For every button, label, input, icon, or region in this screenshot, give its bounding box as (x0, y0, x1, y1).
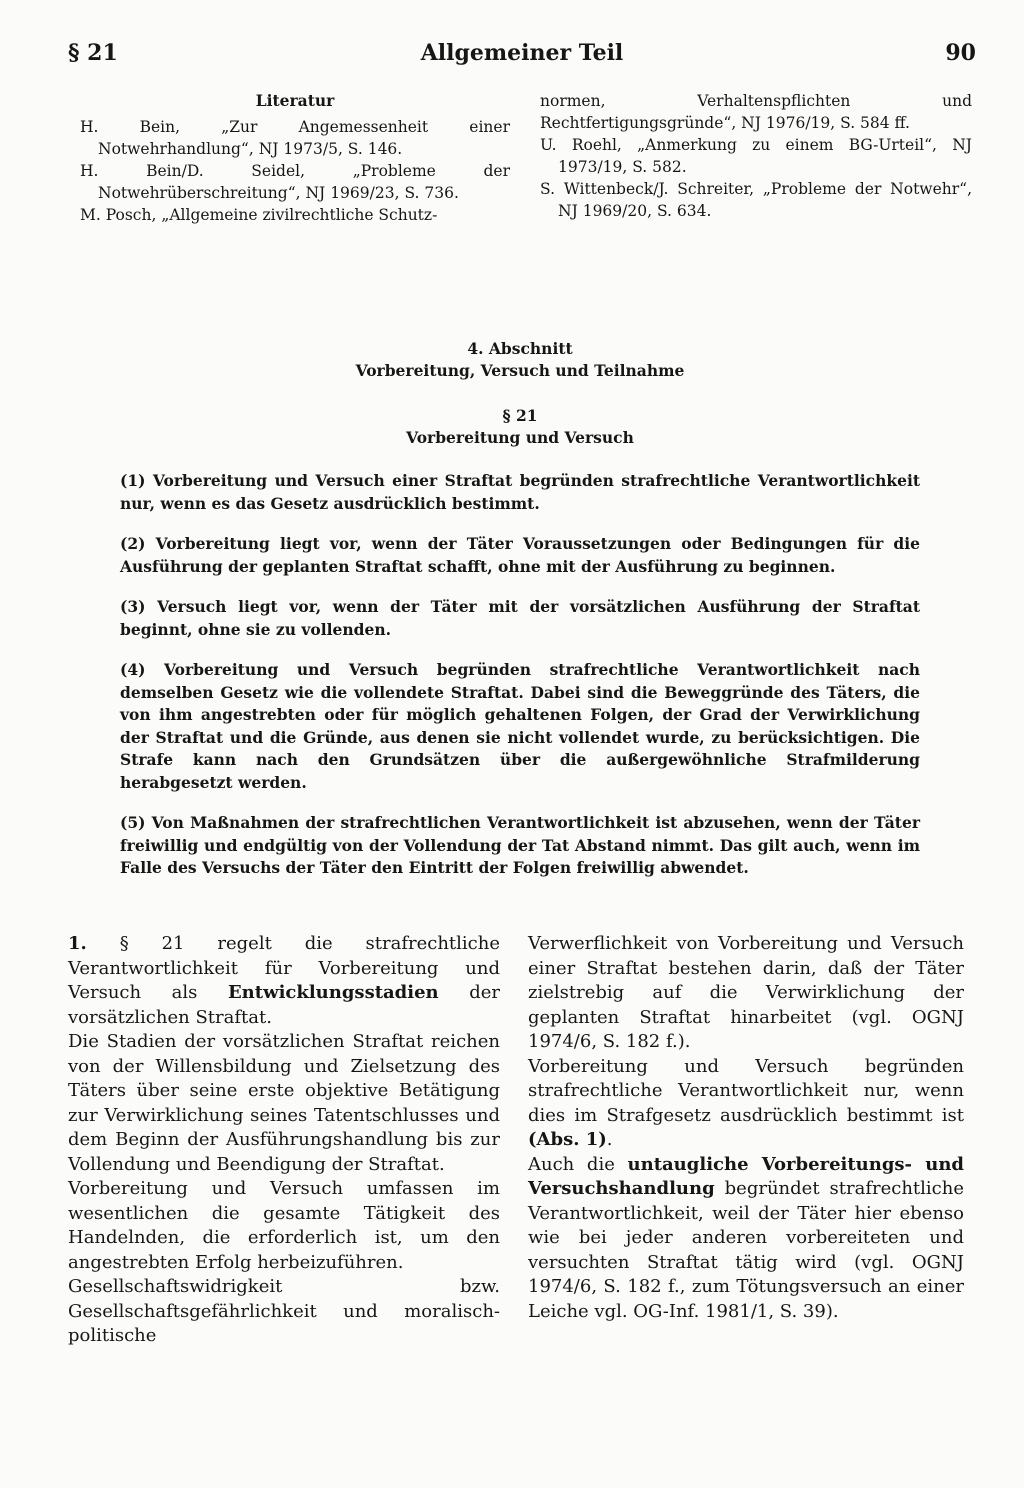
header-section: § 21 (68, 40, 118, 66)
commentary-paragraph: Vorbereitung und Versuch umfassen im wesentlichen die gesamte Tätigkeit des Handelnden, die erforderlich ist, um den angestrebten Erfolg herbeizuführen. (68, 1178, 500, 1273)
literature-entry-continuation: normen, Verhaltenspflichten und Rechtfertigungsgründe“, NJ 1976/19, S. 584 ff. (540, 92, 972, 132)
section-heading (120, 338, 920, 382)
literature-left-column (80, 90, 510, 226)
commentary-paragraph: Die Stadien der vorsätzlichen Straftat reichen von der Willensbildung und Zielsetzung des Täters über seine erste objektive Betätigung zur Verwirklichung seines Tatentschlusses und dem Beginn der Ausführungshandlung bis zur Vollendung und Beendigung der Straftat. (68, 1031, 500, 1175)
bold-term: untaugliche Vorbereitungs- und Versuchshandlung (528, 1153, 964, 1199)
paragraph-heading (120, 405, 920, 449)
section-title: Vorbereitung, Versuch und Teilnahme (355, 361, 685, 380)
law-clause: (3) Versuch liegt vor, wenn der Täter mit der vorsätzlichen Ausführung der Straftat beginnt, ohne sie zu vollenden. (120, 597, 920, 639)
header-title: Allgemeiner Teil (420, 40, 624, 66)
law-clause: (5) Von Maßnahmen der strafrechtlichen Verantwortlichkeit ist abzusehen, wenn der Täter freiwillig und endgültig von der Vollendung der Tat Abstand nimmt. Das gilt auch, wenn im Falle des Versuchs der Täter den Eintritt der Folgen freiwillig abwendet. (120, 813, 920, 877)
law-clause: (1) Vorbereitung und Versuch einer Straftat begründen strafrechtliche Verantwortlichkeit nur, wenn es das Gesetz ausdrücklich bestimmt. (120, 471, 920, 513)
bold-term: (Abs. 1) (528, 1129, 607, 1150)
paragraph-title: Vorbereitung und Versuch (406, 428, 634, 447)
commentary-paragraph: 1. § 21 regelt die strafrechtliche Verantwortlichkeit für Vorbereitung und Versuch als Entwicklungsstadien der vorsätzlichen Straftat. (68, 933, 500, 1028)
literature-entry: U. Roehl, „Anmerkung zu einem BG-Urteil“, NJ 1973/19, S. 582. (540, 136, 972, 176)
literature-entry: H. Bein, „Zur Angemessenheit einer Notwehrhandlung“, NJ 1973/5, S. 146. (80, 118, 510, 158)
literature-entry: S. Wittenbeck/J. Schreiter, „Probleme der Notwehr“, NJ 1969/20, S. 634. (540, 180, 972, 220)
law-clause: (4) Vorbereitung und Versuch begründen strafrechtliche Verantwortlichkeit nach demselben Gesetz wie die vollendete Straftat. Dabei sind die Beweggründe des Täters, die von ihm angestrebten oder für möglich gehaltenen Folgen, der Grad der Verwirklichung der Straftat und die Gründe, aus denen sie nicht vollendet wurde, zu berücksichtigen. Die Strafe kann nach den Grundsätzen über die außergewöhnliche Strafmilderung herabgesetzt werden. (120, 660, 920, 792)
commentary-paragraph: Gesellschaftswidrigkeit bzw. Gesellschaftsgefährlichkeit und moralisch-politische (68, 1276, 500, 1346)
bold-term: Entwicklungsstadien (227, 982, 439, 1003)
literature-right-column (540, 90, 972, 222)
law-clause: (2) Vorbereitung liegt vor, wenn der Täter Voraussetzungen oder Bedingungen für die Ausführung der geplanten Straftat schafft, ohne mit der Ausführung zu beginnen. (120, 534, 920, 576)
commentary-right-column (528, 932, 964, 1324)
commentary-left-column (68, 932, 500, 1349)
section-number: 4. Abschnitt (467, 339, 573, 358)
commentary-number: 1. (68, 933, 87, 954)
law-text (120, 470, 920, 898)
commentary-paragraph: Verwerflichkeit von Vorbereitung und Versuch einer Straftat bestehen darin, daß der Täter zielstrebig auf die Verwirklichung der geplanten Straftat hinarbeitet (vgl. OGNJ 1974/6, S. 182 f.). (528, 933, 964, 1052)
paragraph-number: § 21 (502, 406, 538, 425)
commentary-paragraph: Vorbereitung und Versuch begründen strafrechtliche Verantwortlichkeit nur, wenn dies im Strafgesetz ausdrücklich bestimmt ist (Abs. 1). (528, 1055, 964, 1150)
page-header (68, 40, 976, 76)
literature-entry: M. Posch, „Allgemeine zivilrechtliche Schutz- (80, 206, 438, 224)
page-number: 90 (945, 40, 976, 66)
literature-title: Literatur (255, 91, 335, 110)
literature-entry: H. Bein/D. Seidel, „Probleme der Notwehrüberschreitung“, NJ 1969/23, S. 736. (80, 162, 510, 202)
commentary-paragraph: Auch die untaugliche Vorbereitungs- und Versuchshandlung begründet strafrechtliche Verantwortlichkeit, weil der Täter hier ebenso wie bei jeder anderen vorbereiteten und versuchten Straftat tätig wird (vgl. OGNJ 1974/6, S. 182 f., zum Tötungsversuch an einer Leiche vgl. OG-Inf. 1981/1, S. 39). (528, 1153, 964, 1322)
